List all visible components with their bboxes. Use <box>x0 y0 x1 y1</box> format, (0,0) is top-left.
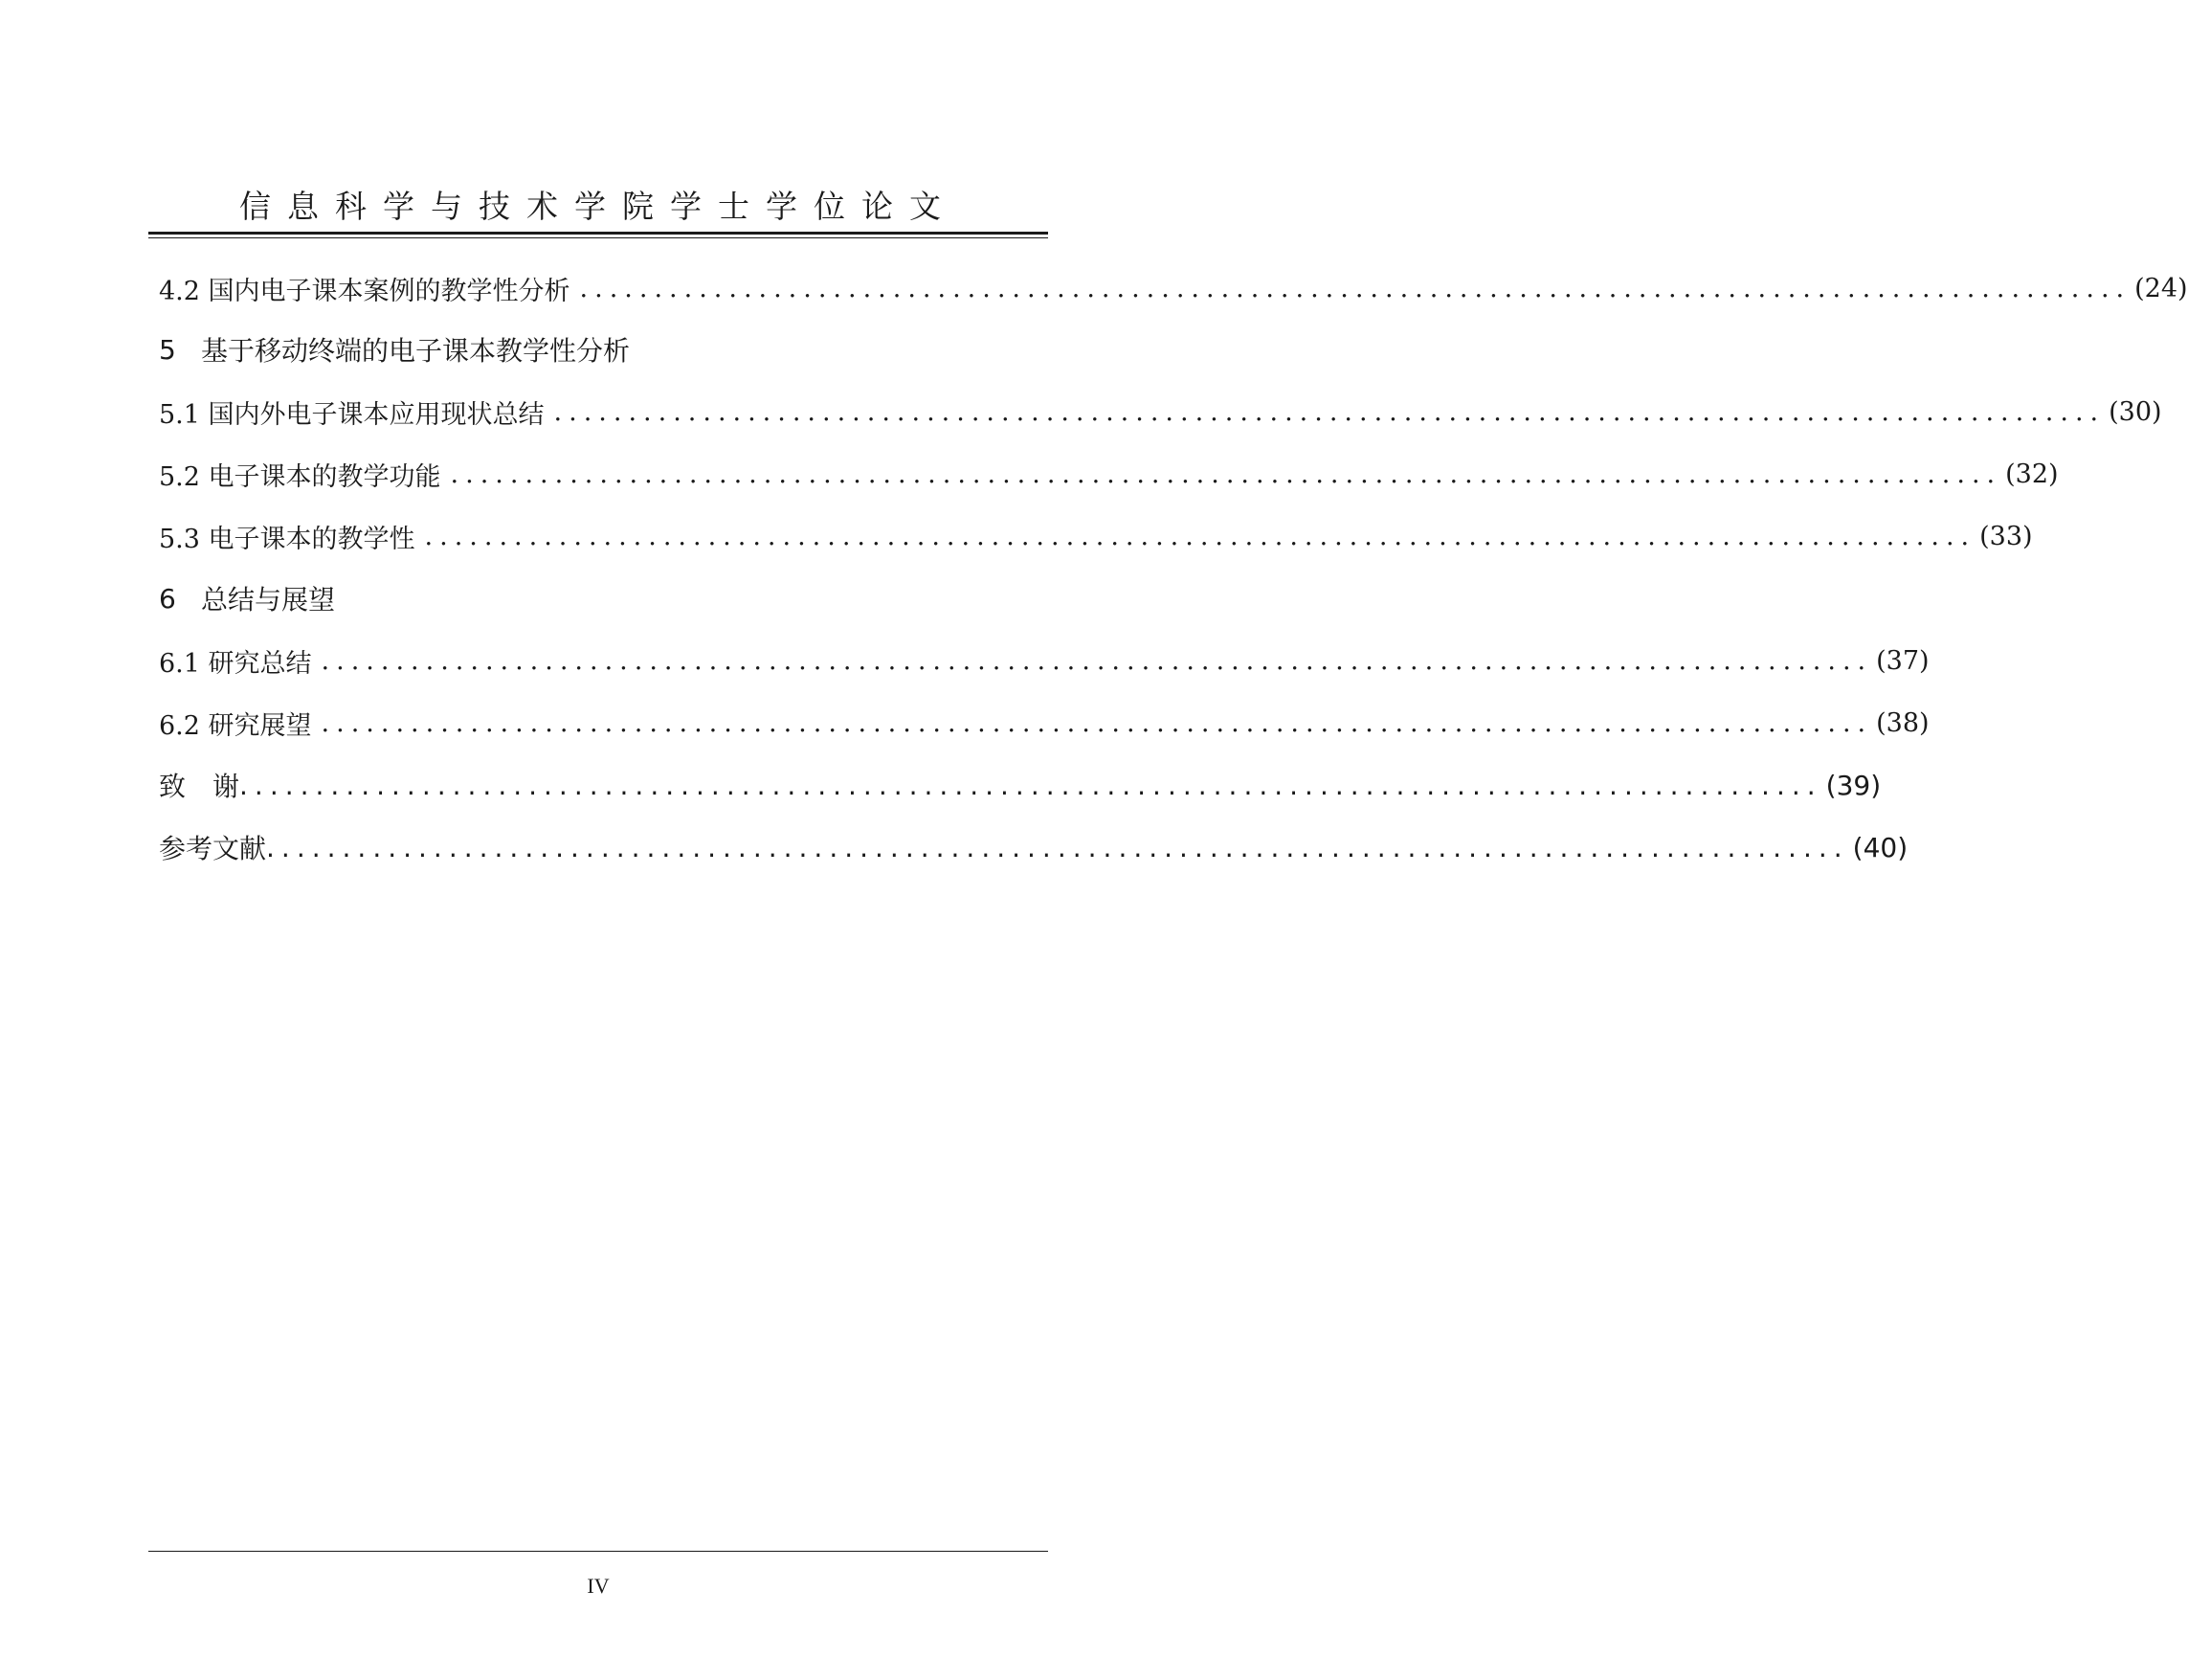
page-number: IV <box>587 1574 610 1598</box>
toc-leader-dots: ........................................................................................................ <box>450 459 2002 489</box>
toc-entry-page: (40) <box>1852 831 1909 863</box>
header-rule-thick <box>148 232 1048 235</box>
toc-entry-page: (37) <box>1876 645 1930 676</box>
toc-entry-page: (39) <box>1825 769 1882 801</box>
toc-leader-dots: ........................................................................................................ <box>424 521 1976 551</box>
toc-leader-dots: ........................................................................................................ <box>579 273 2132 303</box>
toc-leader-dots: ........................................................................................................ <box>239 769 1822 801</box>
toc-entry-label: 6.2 研究展望 <box>159 710 312 741</box>
toc-entry-label: 4.2 国内电子课本案例的教学性分析 <box>159 276 570 306</box>
toc-entry-label: 5.1 国内外电子课本应用现状总结 <box>159 399 545 430</box>
toc-entry-page: (33) <box>1979 521 2033 551</box>
toc-entry-4-2[interactable] <box>159 269 2188 307</box>
toc-entry-label: 6.1 研究总结 <box>159 648 312 679</box>
toc-entry-references[interactable] <box>159 828 1909 866</box>
running-header-title: 信息科学与技术学院学士学位论文 <box>239 188 957 225</box>
toc-leader-dots: ........................................................................................................ <box>266 831 1849 863</box>
toc-leader-dots: ........................................................................................................ <box>553 396 2106 427</box>
toc-entry-label: 5.3 电子课本的教学性 <box>159 524 415 554</box>
toc-leader-dots: ........................................................................................................ <box>321 645 1873 676</box>
toc-chapter-number: 6 <box>159 582 176 615</box>
footer-rule <box>148 1551 1048 1552</box>
toc-entry-label: 5.2 电子课本的教学功能 <box>159 461 441 492</box>
toc-entry-label: 致 谢 <box>159 771 240 802</box>
toc-chapter-number: 5 <box>159 333 176 366</box>
toc-entry-acknowledgements[interactable] <box>159 766 1882 804</box>
toc-entry-6-1[interactable] <box>159 641 1930 680</box>
toc-chapter-6[interactable] <box>159 579 1032 617</box>
toc-entry-label: 参考文献 <box>159 833 267 864</box>
toc-entry-5-3[interactable] <box>159 517 2033 555</box>
toc-chapter-title: 总结与展望 <box>201 584 336 616</box>
toc-entry-6-2[interactable] <box>159 704 1930 742</box>
toc-entry-page: (32) <box>2005 459 2059 489</box>
toc-chapter-5[interactable] <box>159 330 1032 369</box>
toc-chapter-title: 基于移动终端的电子课本教学性分析 <box>201 335 631 367</box>
header-rule-thin <box>148 237 1048 238</box>
toc-entry-page: (38) <box>1876 707 1930 738</box>
toc-leader-dots: ........................................................................................................ <box>321 707 1873 738</box>
toc-entry-5-2[interactable] <box>159 455 2059 493</box>
toc-entry-page: (24) <box>2134 273 2188 303</box>
toc-entry-5-1[interactable] <box>159 392 2162 431</box>
toc-entry-page: (30) <box>2109 396 2162 427</box>
